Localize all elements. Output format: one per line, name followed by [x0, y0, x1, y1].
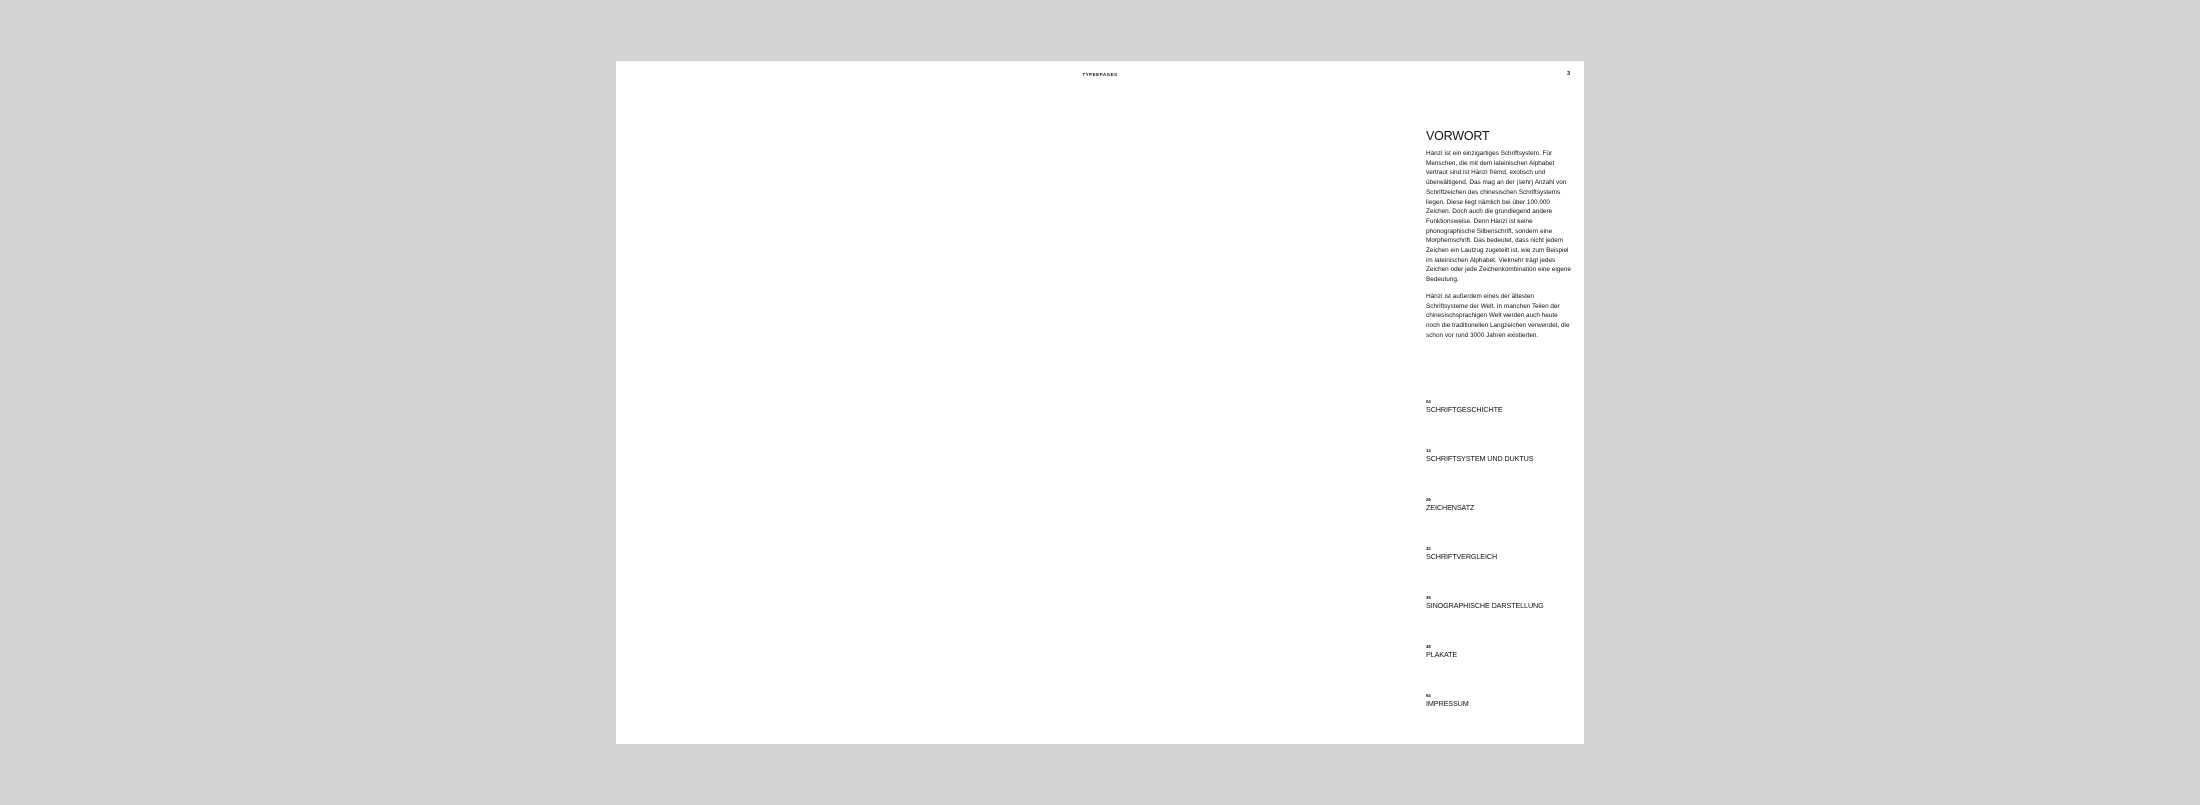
toc-item[interactable]: [1426, 399, 1572, 448]
foreword-paragraph-2: Hànzì ist außerdem eines der ältesten Schriftsysteme der Welt. In manchen Teilen der chinesischsprachigen Welt werden auch heute noch die traditionellen Langzeichen verwendet, die schon vor rund 3000 Jahren existierten.: [1426, 292, 1570, 339]
toc-item[interactable]: [1426, 644, 1572, 693]
toc-label: ZEICHENSATZ: [1426, 503, 1475, 512]
toc-label: PLAKATE: [1426, 650, 1458, 659]
foreword-paragraph-1: Hànzì ist ein einzigartiges Schriftsystem. Für Menschen, die mit dem lateinischen Alphabet vertraut sind ist Hànzì fremd, exotisch und überwältigend. Das mag an der (sehr) Anzahl von Schriftzeichen des chinesischen Schriftsystems liegen. Diese liegt nämlich bei über 100.000 Zeichen. Doch auch die grundlegend andere Funktionsweise. Denn Hànzì ist keine phonographische Silbenschrift, sondern eine Morphemschrift. Das bedeutet, dass nicht jedem Zeichen ein Lautzug zugeteilt ist, wie zum Beispiel im lateinischen Alphabet. Vielmehr trägt jedes Zeichen oder jede Zeichenkombination eine eigene Bedeutung.: [1426, 150, 1571, 284]
toc-item[interactable]: [1426, 693, 1572, 742]
toc-item[interactable]: [1426, 595, 1572, 644]
toc-page-number: 64: [1426, 693, 1431, 698]
page-number: 3: [1566, 71, 1570, 77]
toc-page-number: 14: [1426, 448, 1431, 453]
page-title: VORWORT: [1426, 129, 1490, 143]
toc-page-number: 36: [1426, 595, 1431, 600]
foreword-section: [1426, 129, 1572, 340]
toc-label: SCHRIFTSYSTEM UND DUKTUS: [1426, 454, 1534, 463]
table-of-contents: [1426, 399, 1572, 742]
document-spread: [616, 61, 1584, 744]
toc-label: SCHRIFTGESCHICHTE: [1426, 405, 1503, 414]
toc-item[interactable]: [1426, 448, 1572, 497]
toc-page-number: 48: [1426, 644, 1431, 649]
toc-label: SCHRIFTVERGLEICH: [1426, 552, 1498, 561]
toc-label: SINOGRAPHISCHE DARSTELLUNG: [1426, 601, 1544, 610]
toc-item[interactable]: [1426, 497, 1572, 546]
toc-page-number: 26: [1426, 497, 1431, 502]
running-head: TYPEEPAGES: [1082, 72, 1118, 77]
toc-page-number: 32: [1426, 546, 1431, 551]
toc-page-number: 04: [1426, 399, 1431, 404]
toc-item[interactable]: [1426, 546, 1572, 595]
toc-label: IMPRESSUM: [1426, 699, 1469, 708]
